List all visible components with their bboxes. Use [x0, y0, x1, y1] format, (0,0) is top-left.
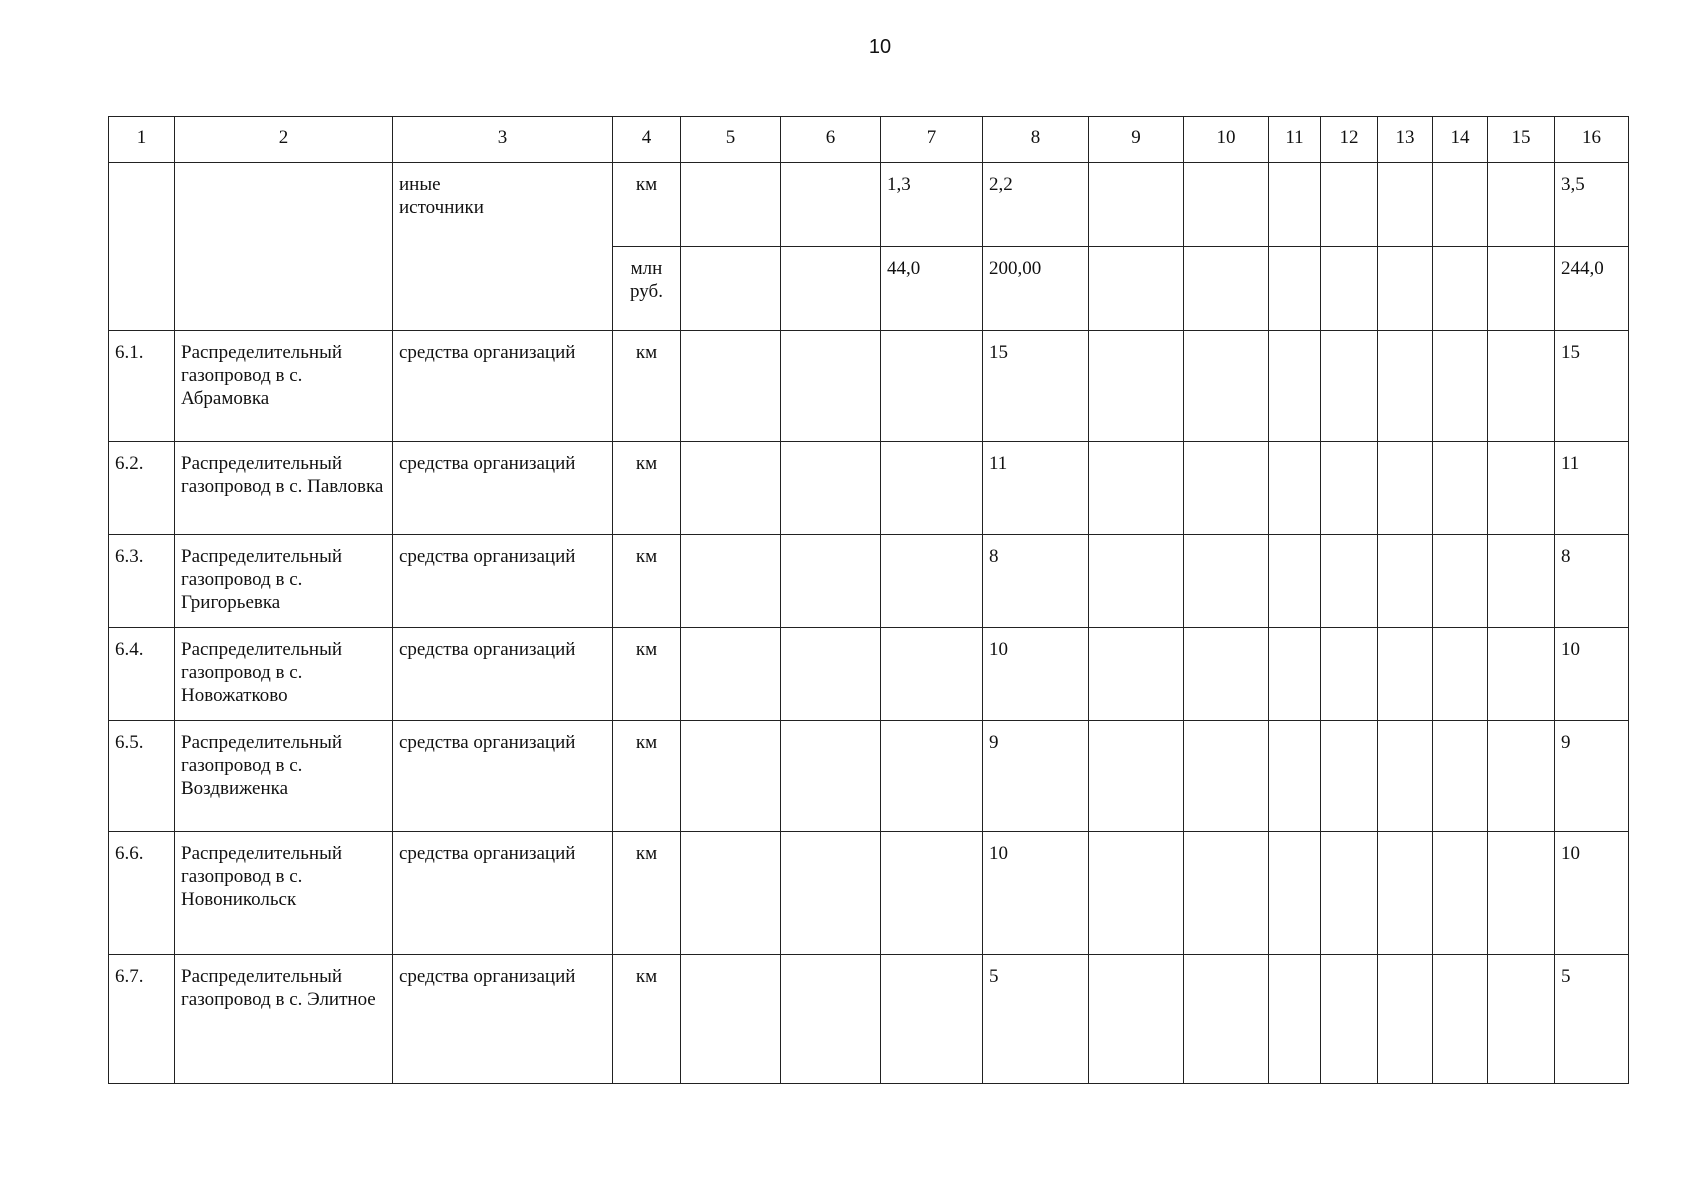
cell-6	[781, 955, 881, 1084]
table-row	[109, 535, 1629, 628]
cell-15	[1488, 442, 1555, 535]
object-name-cell: Распределительный газопровод в с. Григорьевка	[175, 535, 393, 628]
cell-7	[881, 535, 983, 628]
cell-12	[1321, 721, 1378, 832]
cell-14	[1433, 442, 1488, 535]
object-name-cell: Распределительный газопровод в с. Воздвиженка	[175, 721, 393, 832]
cell-9	[1089, 535, 1184, 628]
cell-8: 15	[983, 331, 1089, 442]
cell-12	[1321, 163, 1378, 247]
cell-14	[1433, 832, 1488, 955]
unit-cell: млн руб.	[613, 247, 681, 331]
table-row	[109, 832, 1629, 955]
cell-13	[1378, 247, 1433, 331]
unit-cell: км	[613, 955, 681, 1084]
cell-7: 1,3	[881, 163, 983, 247]
cell-9	[1089, 163, 1184, 247]
funding-source-cell: средства организаций	[393, 721, 613, 832]
object-name-cell: Распределительный газопровод в с. Павловка	[175, 442, 393, 535]
cell-15	[1488, 628, 1555, 721]
row-number-cell: 6.4.	[109, 628, 175, 721]
header-cell: 11	[1269, 117, 1321, 163]
cell-14	[1433, 163, 1488, 247]
cell-8: 10	[983, 832, 1089, 955]
cell-7	[881, 721, 983, 832]
cell-9	[1089, 955, 1184, 1084]
cell-8: 8	[983, 535, 1089, 628]
cell-14	[1433, 721, 1488, 832]
header-cell: 6	[781, 117, 881, 163]
cell-15	[1488, 721, 1555, 832]
cell-16: 9	[1555, 721, 1629, 832]
header-cell: 13	[1378, 117, 1433, 163]
cell-9	[1089, 331, 1184, 442]
cell-5	[681, 331, 781, 442]
cell-10	[1184, 628, 1269, 721]
cell-9	[1089, 247, 1184, 331]
cell-13	[1378, 163, 1433, 247]
cell-9	[1089, 832, 1184, 955]
cell-15	[1488, 535, 1555, 628]
cell-11	[1269, 442, 1321, 535]
row-number-cell: 6.1.	[109, 331, 175, 442]
cell-10	[1184, 442, 1269, 535]
cell-5	[681, 628, 781, 721]
cell-13	[1378, 535, 1433, 628]
data-table	[108, 116, 1629, 1084]
header-cell: 16	[1555, 117, 1629, 163]
cell-10	[1184, 721, 1269, 832]
cell-11	[1269, 955, 1321, 1084]
cell-8: 9	[983, 721, 1089, 832]
cell-16: 8	[1555, 535, 1629, 628]
cell-13	[1378, 955, 1433, 1084]
table-row	[109, 331, 1629, 442]
cell-13	[1378, 721, 1433, 832]
cell-6	[781, 163, 881, 247]
cell-7	[881, 628, 983, 721]
cell-12	[1321, 247, 1378, 331]
cell-16: 3,5	[1555, 163, 1629, 247]
unit-cell: км	[613, 628, 681, 721]
cell-7: 44,0	[881, 247, 983, 331]
cell-8: 10	[983, 628, 1089, 721]
header-cell: 9	[1089, 117, 1184, 163]
cell-8: 200,00	[983, 247, 1089, 331]
cell-12	[1321, 955, 1378, 1084]
cell-10	[1184, 955, 1269, 1084]
object-name-cell: Распределительный газопровод в с. Новоникольск	[175, 832, 393, 955]
cell-14	[1433, 628, 1488, 721]
cell-5	[681, 721, 781, 832]
row-number-cell: 6.7.	[109, 955, 175, 1084]
cell-6	[781, 442, 881, 535]
cell-12	[1321, 535, 1378, 628]
header-cell: 7	[881, 117, 983, 163]
cell-10	[1184, 535, 1269, 628]
header-row	[109, 117, 1629, 163]
cell-5	[681, 832, 781, 955]
table-row	[109, 721, 1629, 832]
cell-8: 11	[983, 442, 1089, 535]
cell-14	[1433, 247, 1488, 331]
funding-source-cell: средства организаций	[393, 628, 613, 721]
cell-15	[1488, 955, 1555, 1084]
cell-16: 244,0	[1555, 247, 1629, 331]
cell-11	[1269, 535, 1321, 628]
cell-12	[1321, 628, 1378, 721]
row-number-cell: 6.2.	[109, 442, 175, 535]
cell-16: 10	[1555, 832, 1629, 955]
unit-cell: км	[613, 721, 681, 832]
cell-6	[781, 535, 881, 628]
cell-7	[881, 331, 983, 442]
row-number-cell: 6.6.	[109, 832, 175, 955]
cell-10	[1184, 832, 1269, 955]
cell-6	[781, 721, 881, 832]
unit-cell: км	[613, 535, 681, 628]
cell-14	[1433, 535, 1488, 628]
funding-source-cell: средства организаций	[393, 955, 613, 1084]
cell-13	[1378, 331, 1433, 442]
funding-source-cell: средства организаций	[393, 832, 613, 955]
header-cell: 15	[1488, 117, 1555, 163]
cell-15	[1488, 247, 1555, 331]
cell-11	[1269, 628, 1321, 721]
cell-14	[1433, 331, 1488, 442]
cell-11	[1269, 721, 1321, 832]
table-row	[109, 955, 1629, 1084]
row-number-cell: 6.3.	[109, 535, 175, 628]
funding-source-cell: средства организаций	[393, 535, 613, 628]
object-name-cell	[175, 163, 393, 331]
header-cell: 1	[109, 117, 175, 163]
cell-9	[1089, 721, 1184, 832]
cell-6	[781, 331, 881, 442]
object-name-cell: Распределительный газопровод в с. Элитное	[175, 955, 393, 1084]
cell-9	[1089, 442, 1184, 535]
cell-7	[881, 442, 983, 535]
cell-11	[1269, 163, 1321, 247]
cell-16: 11	[1555, 442, 1629, 535]
cell-7	[881, 832, 983, 955]
table-row	[109, 163, 1629, 247]
cell-11	[1269, 331, 1321, 442]
header-cell: 12	[1321, 117, 1378, 163]
cell-7	[881, 955, 983, 1084]
unit-cell: км	[613, 442, 681, 535]
cell-16: 15	[1555, 331, 1629, 442]
header-cell: 5	[681, 117, 781, 163]
table-row	[109, 628, 1629, 721]
funding-source-cell: иные источники	[393, 163, 613, 331]
cell-6	[781, 247, 881, 331]
header-cell: 4	[613, 117, 681, 163]
row-number-cell	[109, 163, 175, 331]
header-cell: 3	[393, 117, 613, 163]
cell-10	[1184, 163, 1269, 247]
cell-5	[681, 247, 781, 331]
cell-12	[1321, 331, 1378, 442]
cell-6	[781, 832, 881, 955]
cell-5	[681, 955, 781, 1084]
funding-source-cell: средства организаций	[393, 442, 613, 535]
cell-5	[681, 442, 781, 535]
cell-5	[681, 535, 781, 628]
cell-11	[1269, 832, 1321, 955]
cell-12	[1321, 832, 1378, 955]
cell-8: 2,2	[983, 163, 1089, 247]
unit-cell: км	[613, 832, 681, 955]
cell-9	[1089, 628, 1184, 721]
page-number: 10	[868, 36, 892, 58]
cell-15	[1488, 331, 1555, 442]
row-number-cell: 6.5.	[109, 721, 175, 832]
cell-8: 5	[983, 955, 1089, 1084]
cell-6	[781, 628, 881, 721]
cell-13	[1378, 832, 1433, 955]
cell-16: 10	[1555, 628, 1629, 721]
cell-14	[1433, 955, 1488, 1084]
cell-5	[681, 163, 781, 247]
funding-source-cell: средства организаций	[393, 331, 613, 442]
header-cell: 10	[1184, 117, 1269, 163]
cell-12	[1321, 442, 1378, 535]
cell-15	[1488, 832, 1555, 955]
table-row	[109, 442, 1629, 535]
header-cell: 2	[175, 117, 393, 163]
unit-cell: км	[613, 331, 681, 442]
object-name-cell: Распределительный газопровод в с. Новожатково	[175, 628, 393, 721]
cell-10	[1184, 247, 1269, 331]
cell-16: 5	[1555, 955, 1629, 1084]
cell-11	[1269, 247, 1321, 331]
cell-15	[1488, 163, 1555, 247]
header-cell: 8	[983, 117, 1089, 163]
cell-10	[1184, 331, 1269, 442]
header-cell: 14	[1433, 117, 1488, 163]
cell-13	[1378, 628, 1433, 721]
unit-cell: км	[613, 163, 681, 247]
object-name-cell: Распределительный газопровод в с. Абрамовка	[175, 331, 393, 442]
cell-13	[1378, 442, 1433, 535]
